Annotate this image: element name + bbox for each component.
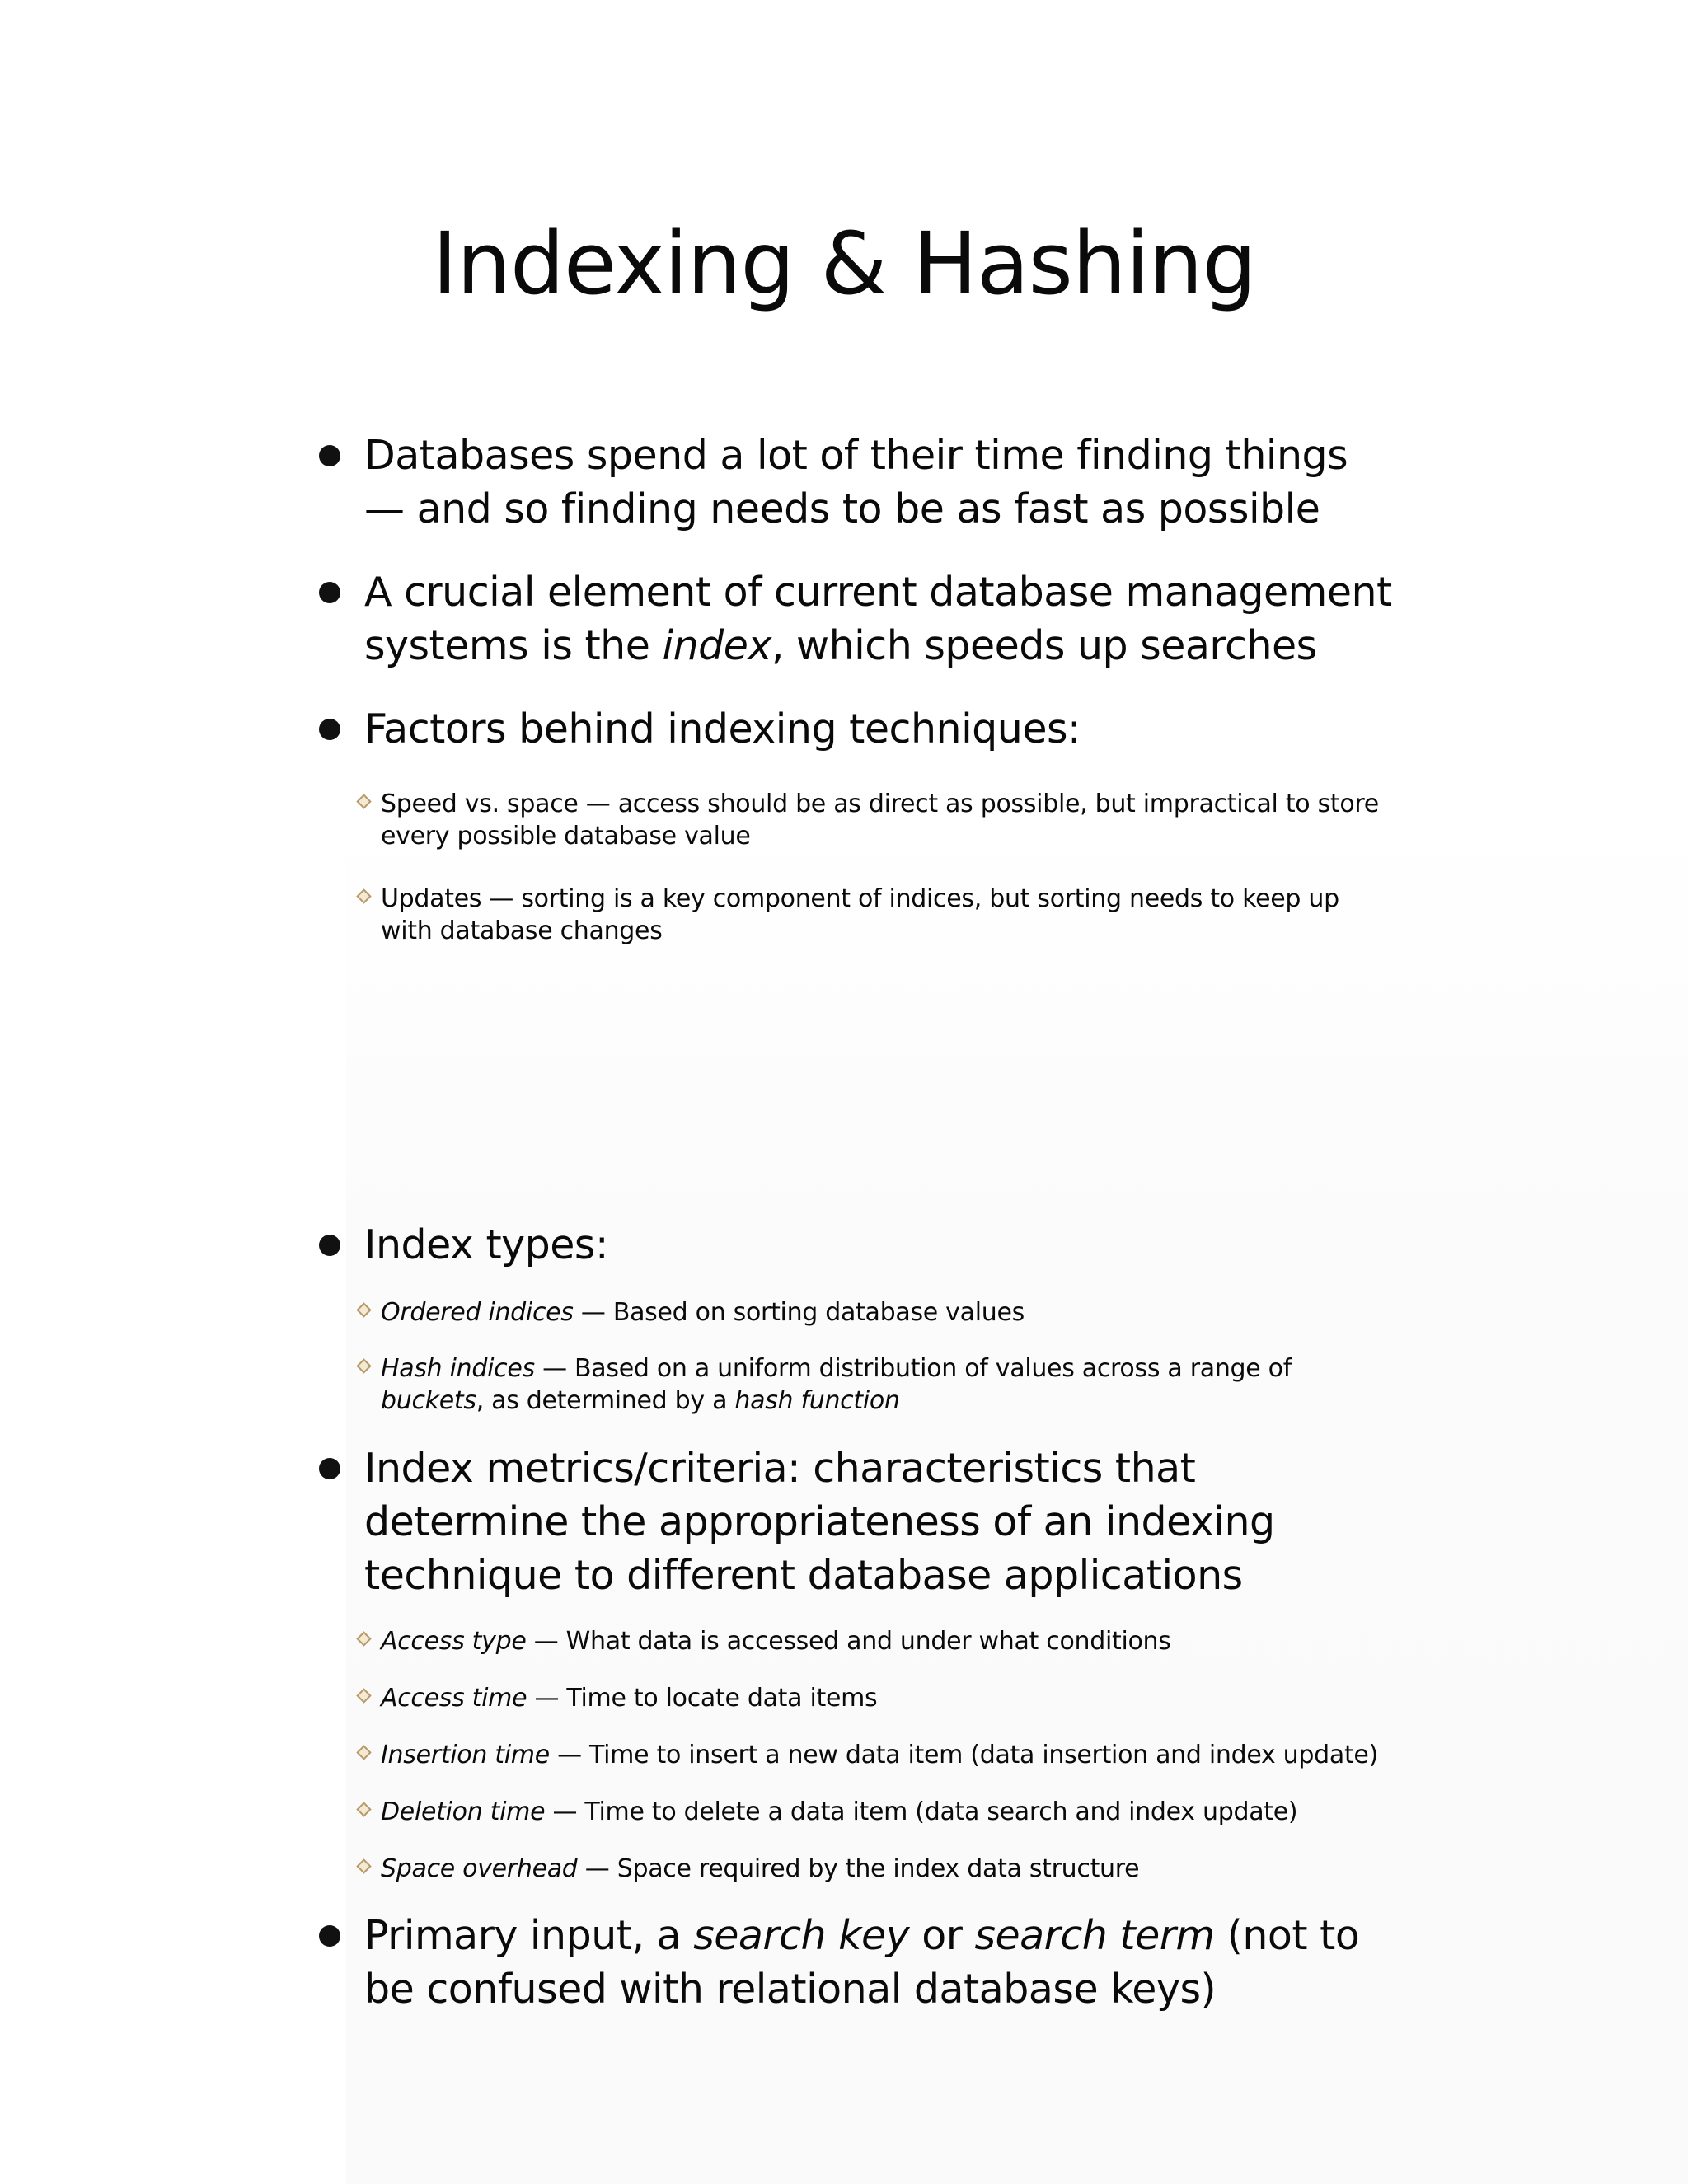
term-insertion-time: Insertion time bbox=[381, 1741, 550, 1769]
bullet-dot-icon bbox=[319, 1235, 340, 1256]
bullet-text-pre: Primary input, a bbox=[364, 1912, 694, 1959]
page-title: Indexing & Hashing bbox=[432, 213, 1256, 314]
term-hash-function: hash function bbox=[734, 1386, 900, 1415]
sub-bullet-space-overhead bbox=[381, 1853, 1395, 1885]
sub-bullet-ordered-indices bbox=[381, 1296, 1395, 1329]
term-buckets: buckets bbox=[381, 1386, 476, 1415]
bullet-term-index: index bbox=[662, 622, 771, 669]
bullet-index-metrics bbox=[364, 1441, 1395, 1602]
bullet-dot-icon bbox=[319, 445, 340, 466]
bullet-text-post: (not to be confused with relational database keys) bbox=[364, 1912, 1360, 2013]
sub-bullet-hash-indices bbox=[381, 1352, 1395, 1417]
bullet-text: Index types: bbox=[364, 1221, 608, 1268]
term-hash-indices: Hash indices bbox=[381, 1354, 535, 1383]
bullet-primary-input bbox=[364, 1909, 1395, 2016]
sub-bullet-insertion-time bbox=[381, 1739, 1395, 1771]
term-access-type: Access type bbox=[381, 1627, 527, 1656]
bullet-dot-icon bbox=[319, 719, 340, 740]
sub-bullet-access-type bbox=[381, 1625, 1395, 1657]
sub-bullet-text: — Based on sorting database values bbox=[573, 1298, 1025, 1327]
term-space-overhead: Space overhead bbox=[381, 1854, 578, 1883]
sub-bullet-text: — Time to delete a data item (data search and index update) bbox=[545, 1797, 1298, 1826]
bullet-databases-finding bbox=[364, 429, 1395, 536]
bullet-dot-icon bbox=[319, 1925, 340, 1947]
bullet-index-types bbox=[364, 1218, 1395, 1272]
sub-bullet-updates bbox=[381, 883, 1395, 947]
term-ordered-indices: Ordered indices bbox=[381, 1298, 574, 1327]
term-search-term: search term bbox=[974, 1912, 1215, 1959]
bullet-text: Databases spend a lot of their time finding things — and so finding needs to be as fast as possible bbox=[364, 432, 1348, 532]
sub-bullet-text: — Time to locate data items bbox=[527, 1684, 878, 1713]
sub-bullet-deletion-time bbox=[381, 1796, 1395, 1828]
diamond-bullet-icon bbox=[356, 794, 371, 808]
term-search-key: search key bbox=[693, 1912, 910, 1959]
bullet-text: Index metrics/criteria: characteristics that determine the appropriateness of an indexing technique to different database applications bbox=[364, 1445, 1275, 1599]
bullet-index-element bbox=[364, 565, 1395, 673]
bullet-text-post: , which speeds up searches bbox=[771, 622, 1317, 669]
bullet-dot-icon bbox=[319, 1458, 340, 1479]
bullet-factors bbox=[364, 702, 1395, 756]
bullet-text: Factors behind indexing techniques: bbox=[364, 705, 1081, 752]
bullet-dot-icon bbox=[319, 582, 340, 603]
sub-bullet-speed-space bbox=[381, 788, 1395, 852]
sub-bullet-text: — Time to insert a new data item (data insertion and index update) bbox=[549, 1741, 1378, 1769]
sub-bullet-text-2: , as determined by a bbox=[476, 1386, 735, 1415]
term-deletion-time: Deletion time bbox=[381, 1797, 546, 1826]
bullet-text-pre: A crucial element of current database management systems is the bbox=[364, 569, 1392, 669]
sub-bullet-text: — Space required by the index data structure bbox=[577, 1854, 1140, 1883]
sub-bullet-text: — What data is accessed and under what conditions bbox=[526, 1627, 1171, 1656]
bullet-text-mid: or bbox=[909, 1912, 975, 1959]
sub-bullet-text: — Based on a uniform distribution of values across a range of bbox=[534, 1354, 1292, 1383]
term-access-time: Access time bbox=[381, 1684, 528, 1713]
sub-bullet-text: Speed vs. space — access should be as direct as possible, but impractical to store every possible database value bbox=[381, 790, 1379, 851]
sub-bullet-text: Updates — sorting is a key component of indices, but sorting needs to keep up with database changes bbox=[381, 884, 1339, 945]
sub-bullet-access-time bbox=[381, 1682, 1395, 1714]
